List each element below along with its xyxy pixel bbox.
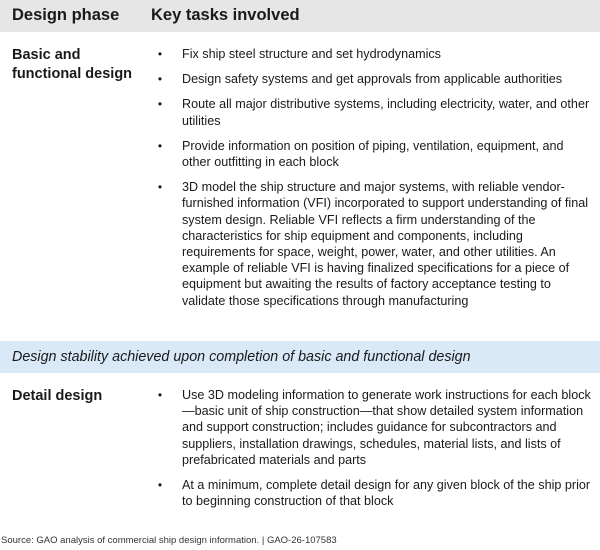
task-item	[150, 46, 595, 62]
task-text: Fix ship steel structure and set hydrodynamics	[182, 47, 441, 61]
task-text: Design safety systems and get approvals from applicable authorities	[182, 72, 563, 87]
task-text: Use 3D modeling information to generate work instructions for each block—basic unit of ship construction—that show detailed system information and support construction; includes guidance for subcontractors and suppliers, installation drawings, schedules, material lists, and lists of prefabricated materials and parts	[182, 388, 591, 467]
task-item	[150, 387, 595, 468]
task-text: Route all major distributive systems, including electricity, water, and other utilities	[182, 97, 590, 128]
task-item	[150, 71, 595, 87]
bullet-icon: •	[157, 478, 163, 493]
source-note: Source: GAO analysis of commercial ship design information. | GAO-26-107583	[1, 535, 337, 546]
table-header	[0, 0, 600, 32]
task-text: At a minimum, complete detail design for any given block of the ship prior to beginning construction of that block	[182, 478, 591, 509]
bullet-icon: •	[157, 97, 163, 112]
task-list-detail-design	[150, 387, 595, 518]
milestone-text: Design stability achieved upon completion of basic and functional design	[12, 349, 471, 365]
bullet-icon: •	[157, 388, 163, 402]
task-item	[150, 96, 595, 128]
phase-label-line: Basic and	[12, 47, 81, 63]
task-text: 3D model the ship structure and major systems, with reliable vendor-furnished information (VFI) incorporated to support understanding of final system design. Reliable VFI reflects a firm understanding of the characteristics for ship equipment and components, including requirements for space, weight, power, water, and other utilities. An example of reliable VFI is having finalized specifications for a piece of equipment but awaiting the results of factory acceptance testing to validate those specifications through manufacturing	[182, 180, 589, 308]
task-item	[150, 179, 595, 309]
header-design-phase: Design phase	[12, 6, 120, 24]
bullet-icon: •	[157, 138, 163, 153]
milestone-band	[0, 341, 600, 373]
task-list-basic-functional	[150, 46, 595, 318]
bullet-icon: •	[157, 47, 163, 61]
header-key-tasks: Key tasks involved	[151, 6, 300, 24]
phase-label-basic-functional	[12, 46, 132, 84]
task-text: Provide information on position of piping, ventilation, equipment, and other outfitting in each block	[182, 138, 564, 170]
phase-label-line: functional design	[12, 66, 133, 82]
phase-label-line: Detail design	[12, 388, 103, 404]
bullet-icon: •	[157, 72, 163, 87]
task-item	[150, 138, 595, 170]
phase-label-detail-design	[12, 387, 102, 406]
task-item	[150, 477, 595, 509]
bullet-icon: •	[157, 180, 163, 195]
